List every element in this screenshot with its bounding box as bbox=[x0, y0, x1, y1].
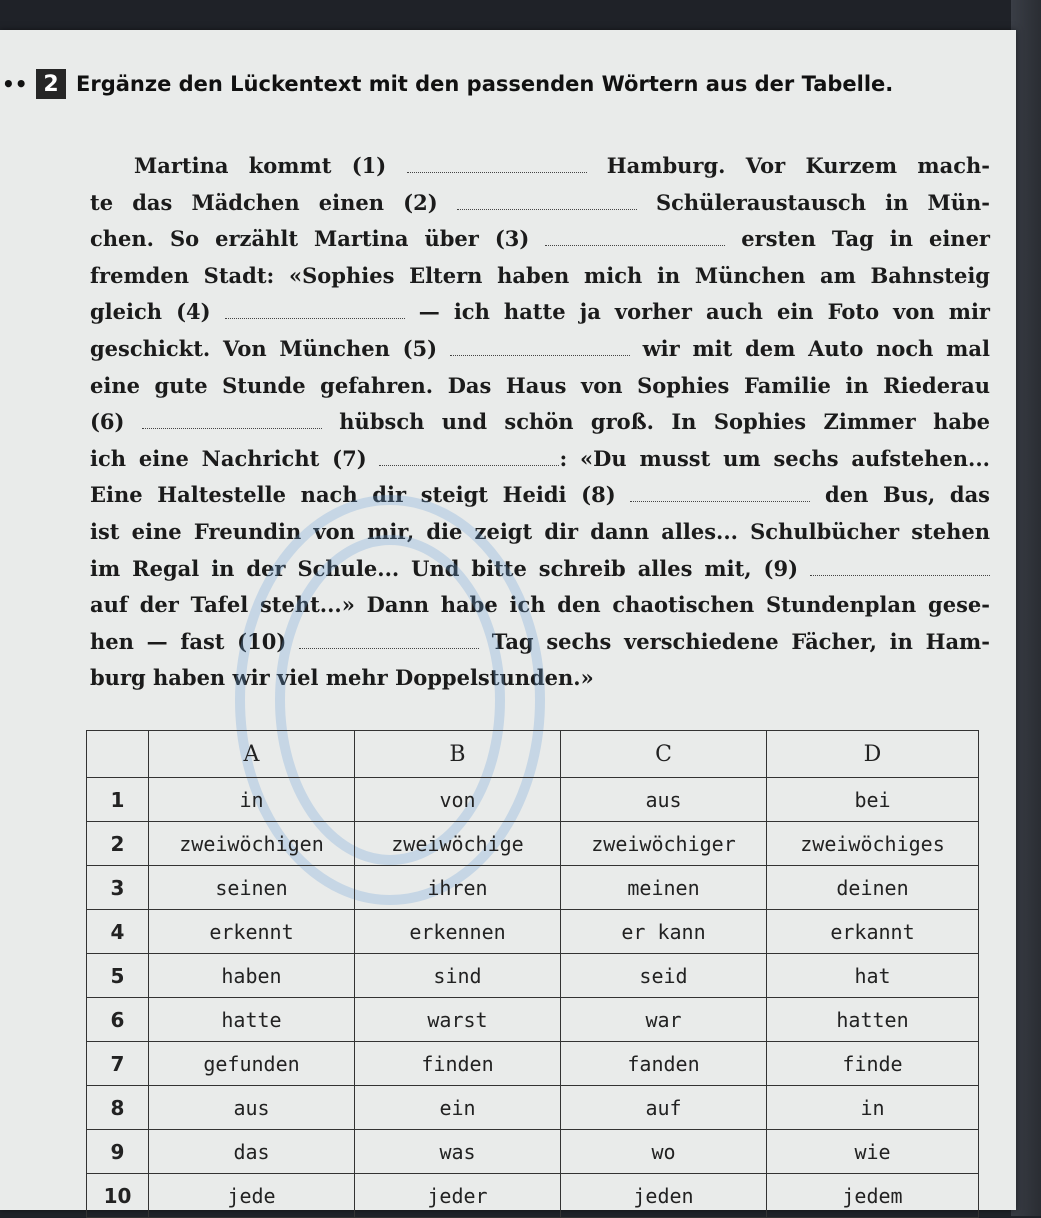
option-cell[interactable]: ihren bbox=[355, 866, 561, 910]
text-fragment: gleich (4) bbox=[90, 299, 225, 325]
text-fragment: — ich hatte ja vorher auch ein Foto von mir bbox=[404, 299, 990, 325]
text-fragment: geschickt. Von München (5) bbox=[90, 335, 450, 361]
text-fragment: Hamburg. Vor Kurzem mach- bbox=[586, 153, 990, 178]
option-cell[interactable]: jeden bbox=[561, 1174, 767, 1218]
table-row bbox=[87, 954, 979, 998]
answer-blank[interactable] bbox=[225, 300, 405, 319]
text-fragment: chen. So erzählt Martina über (3) bbox=[90, 226, 546, 252]
exercise-number: 2 bbox=[36, 69, 66, 99]
option-cell[interactable]: jeder bbox=[355, 1174, 561, 1218]
text-fragment: ist eine Freundin von mir, die zeigt dir dann alles... Schulbücher stehen bbox=[90, 518, 990, 544]
row-number: 8 bbox=[87, 1086, 149, 1130]
option-cell[interactable]: zweiwöchige bbox=[355, 822, 561, 866]
row-number: 1 bbox=[87, 778, 149, 822]
text-fragment: ich eine Nachricht (7) bbox=[90, 445, 380, 471]
table-header-row bbox=[87, 731, 979, 778]
text-line bbox=[90, 404, 990, 441]
text-line bbox=[90, 221, 990, 258]
option-cell[interactable]: finden bbox=[355, 1042, 561, 1086]
table-row bbox=[87, 1130, 979, 1174]
option-cell[interactable]: warst bbox=[355, 998, 561, 1042]
answer-blank[interactable] bbox=[545, 227, 725, 246]
row-number: 4 bbox=[87, 910, 149, 954]
option-cell[interactable]: hatten bbox=[767, 998, 979, 1042]
answer-blank[interactable] bbox=[450, 337, 630, 356]
text-fragment: (6) bbox=[90, 409, 142, 435]
text-line bbox=[90, 185, 990, 222]
option-cell[interactable]: seid bbox=[561, 954, 767, 998]
option-cell[interactable]: fanden bbox=[561, 1042, 767, 1086]
text-fragment: Schüleraustausch in Mün- bbox=[636, 189, 991, 215]
difficulty-dots: •• bbox=[2, 72, 28, 96]
row-number: 3 bbox=[87, 866, 149, 910]
option-cell[interactable]: hatte bbox=[149, 998, 355, 1042]
option-cell[interactable]: in bbox=[767, 1086, 979, 1130]
table-row bbox=[87, 778, 979, 822]
option-cell[interactable]: meinen bbox=[561, 866, 767, 910]
answer-blank[interactable] bbox=[299, 630, 479, 649]
text-line bbox=[90, 477, 990, 514]
text-line bbox=[90, 441, 990, 478]
option-cell[interactable]: war bbox=[561, 998, 767, 1042]
table-row bbox=[87, 866, 979, 910]
option-cell[interactable]: haben bbox=[149, 954, 355, 998]
answer-blank[interactable] bbox=[810, 557, 990, 576]
table-row bbox=[87, 1086, 979, 1130]
text-fragment: : «Du musst um sechs aufstehen... bbox=[559, 445, 990, 471]
text-fragment: Martina kommt (1) bbox=[134, 153, 407, 178]
answer-blank[interactable] bbox=[142, 410, 322, 429]
text-fragment: den Bus, das bbox=[810, 482, 991, 508]
option-cell[interactable]: erkennen bbox=[355, 910, 561, 954]
option-cell[interactable]: aus bbox=[561, 778, 767, 822]
table-row bbox=[87, 1174, 979, 1218]
text-fragment: Eine Haltestelle nach dir steigt Heidi (8) bbox=[90, 482, 631, 508]
row-number: 10 bbox=[87, 1174, 149, 1218]
option-cell[interactable]: ein bbox=[355, 1086, 561, 1130]
row-number: 7 bbox=[87, 1042, 149, 1086]
column-header: A bbox=[149, 731, 355, 778]
option-cell[interactable]: was bbox=[355, 1130, 561, 1174]
text-fragment: Tag sechs verschiedene Fächer, in Ham- bbox=[479, 628, 990, 654]
row-number: 9 bbox=[87, 1130, 149, 1174]
option-cell[interactable]: wie bbox=[767, 1130, 979, 1174]
table-row bbox=[87, 910, 979, 954]
row-number: 5 bbox=[87, 954, 149, 998]
option-cell[interactable]: bei bbox=[767, 778, 979, 822]
cloze-text bbox=[90, 148, 990, 697]
text-fragment: im Regal in der Schule... Und bitte schreib alles mit, (9) bbox=[90, 555, 810, 581]
text-fragment: wir mit dem Auto noch mal bbox=[629, 335, 990, 361]
option-cell[interactable]: seinen bbox=[149, 866, 355, 910]
column-header: D bbox=[767, 731, 979, 778]
text-line bbox=[90, 294, 990, 331]
exercise-header bbox=[0, 64, 893, 104]
option-cell[interactable]: finde bbox=[767, 1042, 979, 1086]
option-cell[interactable]: jede bbox=[149, 1174, 355, 1218]
option-cell[interactable]: zweiwöchiges bbox=[767, 822, 979, 866]
row-number: 6 bbox=[87, 998, 149, 1042]
table-row bbox=[87, 822, 979, 866]
text-line bbox=[90, 514, 990, 551]
column-header: C bbox=[561, 731, 767, 778]
text-fragment: ersten Tag in einer bbox=[725, 226, 990, 252]
answer-blank[interactable] bbox=[630, 483, 810, 502]
text-fragment: hen — fast (10) bbox=[90, 628, 299, 654]
option-cell[interactable]: aus bbox=[149, 1086, 355, 1130]
option-cell[interactable]: zweiwöchiger bbox=[561, 822, 767, 866]
text-fragment: burg haben wir viel mehr Doppelstunden.» bbox=[90, 665, 594, 691]
option-cell[interactable]: erkannt bbox=[767, 910, 979, 954]
table-row bbox=[87, 1042, 979, 1086]
text-line bbox=[90, 148, 990, 185]
text-line bbox=[90, 368, 990, 405]
text-line bbox=[90, 624, 990, 661]
row-number: 2 bbox=[87, 822, 149, 866]
answer-blank[interactable] bbox=[457, 191, 637, 210]
text-fragment: fremden Stadt: «Sophies Eltern haben mich in München am Bahnsteig bbox=[90, 262, 990, 288]
option-cell[interactable]: auf bbox=[561, 1086, 767, 1130]
option-cell[interactable]: das bbox=[149, 1130, 355, 1174]
text-line bbox=[90, 258, 990, 295]
text-line bbox=[90, 587, 990, 624]
option-cell[interactable]: jedem bbox=[767, 1174, 979, 1218]
option-cell[interactable]: deinen bbox=[767, 866, 979, 910]
answer-blank[interactable] bbox=[379, 447, 559, 466]
exercise-instruction: Ergänze den Lückentext mit den passenden Wörtern aus der Tabelle. bbox=[76, 72, 894, 96]
text-fragment: hübsch und schön groß. In Sophies Zimmer habe bbox=[321, 409, 991, 435]
text-fragment: eine gute Stunde gefahren. Das Haus von Sophies Familie in Riederau bbox=[90, 372, 990, 398]
text-fragment: te das Mädchen einen (2) bbox=[90, 189, 457, 215]
option-cell[interactable]: gefunden bbox=[149, 1042, 355, 1086]
option-cell[interactable]: in bbox=[149, 778, 355, 822]
text-line bbox=[90, 660, 990, 697]
option-cell[interactable]: wo bbox=[561, 1130, 767, 1174]
corner-cell bbox=[87, 731, 149, 778]
option-cell[interactable]: zweiwöchigen bbox=[149, 822, 355, 866]
column-header: B bbox=[355, 731, 561, 778]
text-line bbox=[90, 331, 990, 368]
option-cell[interactable]: von bbox=[355, 778, 561, 822]
text-fragment: auf der Tafel steht...» Dann habe ich den chaotischen Stundenplan gese- bbox=[90, 592, 990, 618]
option-cell[interactable]: sind bbox=[355, 954, 561, 998]
table-row bbox=[87, 998, 979, 1042]
answer-blank[interactable] bbox=[407, 154, 587, 173]
option-cell[interactable]: hat bbox=[767, 954, 979, 998]
textbook-page bbox=[0, 30, 1016, 1210]
option-cell[interactable]: erkennt bbox=[149, 910, 355, 954]
options-table bbox=[86, 730, 979, 1218]
text-line bbox=[90, 551, 990, 588]
option-cell[interactable]: er kann bbox=[561, 910, 767, 954]
